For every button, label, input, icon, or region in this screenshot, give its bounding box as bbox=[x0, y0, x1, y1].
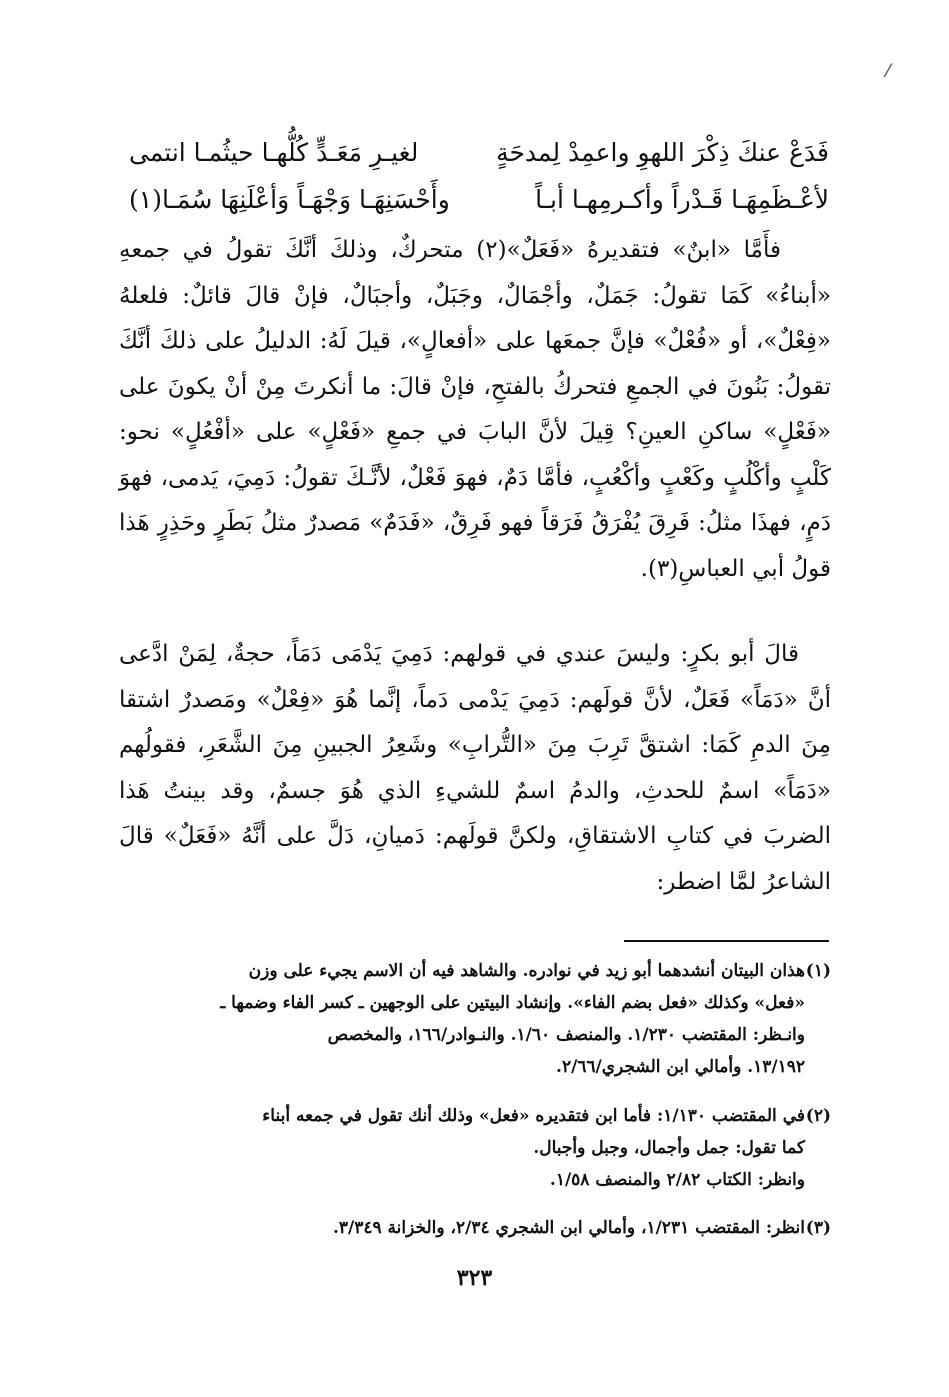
verse-line-2 bbox=[129, 180, 829, 220]
footnote-3-line-1: انظر: المقتضب ١/٢٣١، وأمالي ابن الشجري ٢/٣٤، والخزانة ٣/٣٤٩. bbox=[332, 1218, 805, 1238]
footnote-1-line-4: ١٣/١٩٢. وأمالي ابن الشجري/٢/٦٦. bbox=[556, 1057, 805, 1077]
verse-line-1 bbox=[129, 133, 829, 173]
footnote-2 bbox=[119, 1100, 831, 1196]
margin-mark: / bbox=[882, 59, 894, 82]
footnote-1-number: (١) bbox=[805, 961, 831, 981]
footnote-3 bbox=[119, 1212, 831, 1244]
footnote-2-number: (٢) bbox=[805, 1106, 831, 1126]
footnote-separator bbox=[624, 940, 829, 942]
footnote-1-line-3: وانـظر: المقتضب ١/٢٣٠. والمنصف ١/٦٠. والنـوادر/١٦٦، والمخصص bbox=[327, 1025, 805, 1045]
footnote-3-number: (٣) bbox=[805, 1218, 831, 1238]
verse-2-first-hemistich: لأعْـظَمِهَـا قَـدْراً وأكـرمِهـا أبـاً bbox=[535, 185, 829, 214]
verse-1-first-hemistich: فَدَعْ عنكَ ذِكْرَ اللهوِ واعمِدْ لِمدحَةٍ bbox=[496, 138, 829, 167]
page-number: ٣٢٣ bbox=[456, 1265, 493, 1291]
verse-2-second-hemistich: وأَحْسَنِهَـا وَجْهَـاً وَأعْلَنِهَا سُمَـا(١) bbox=[129, 185, 450, 214]
footnote-2-line-3: وانظر: الكتاب ٢/٨٢ والمنصف ١/٥٨. bbox=[549, 1170, 805, 1190]
paragraph-ibn-analysis: فأَمَّا «ابنٌ» فتقديرهُ «فَعَلٌ»(٢) متحركٌ، وذلكَ أنَّكَ تقولُ في جمعهِ «أبناءُ» كَمَا تقولُ: جَمَلٌ، وأجْمَالٌ، وجَبَلٌ، وأجبَالٌ، فإنْ قالَ قائلٌ: فلعلهُ «فِعْلٌ»، أو «فُعْلٌ» فإنَّ جمعَها على «أفعالٍ»، قيلَ لَهُ: الدليلُ على ذلكَ أنَّكَ تقولُ: بَنُونَ في الجمعِ فتحركُ بالفتحِ، فإنْ قالَ: ما أنكرتَ مِنْ أنْ يكونَ على «فَعْلٍ» ساكنِ العينِ؟ قِيلَ لأنَّ البابَ في جمعِ «فَعْلٍ» على «أفْعُلٍ» نحو: كَلْبٍ وأكْلُبٍ وكَعْبٍ وأكْعُبٍ، فأمَّا دَمٌ، فهوَ فَعْلٌ، لأنَّـكَ تقولُ: دَمِيَ، يَدمى، فهوَ دَمٍ، فهذَا مثلُ: فَرِقَ يُفْرَقُ فَرَقاً فهو فَرِقٌ، «فَدَمٌ» مَصدرٌ مثلُ بَطَرٍ وحَذِرٍ هَذا قولُ أبي العباسِ(٣). bbox=[119, 237, 831, 582]
footnote-1-line-1: هذان البيتان أنشدهما أبو زيد في نوادره. والشاهد فيه أن الاسم يجيء على وزن bbox=[248, 961, 805, 981]
paragraph-abu-bakr: قالَ أبو بكرٍ: وليسَ عندي في قولهم: دَمِيَ يَدْمَى دَمَاً، حجةٌ، لِمَنْ ادَّعى أنَّ «دَمَاً» فَعَلٌ، لأنَّ قولَهم: دَمِيَ يَدْمى دَماً، إنَّما هُوَ «فِعْلٌ» ومَصدرٌ اشتقا مِنَ الدمِ كَمَا: اشتقَّ تَرِبَ مِنَ «التُّرابِ» وشَعِرُ الجبينِ مِنَ الشَّعَرِ، فقولُهم «دَمَاً» اسمٌ للحدثِ، والدمُ اسمٌ للشيءِ الذي هُوَ جسمٌ، وقد بينتُ هَذا الضربَ في كتابِ الاشتقاقِ، ولكنَّ قولَهم: دَميانِ، دَلَّ على أنَّهُ «فَعَلٌ» قالَ الشاعرُ لمَّا اضطر: bbox=[119, 641, 831, 895]
footnote-2-line-1: في المقتضب ١/١٣٠: فأما ابن فتقديره «فعل» وذلك أنك تقول في جمعه أبناء bbox=[262, 1106, 805, 1126]
footnote-2-line-2: كما تقول: جمل وأجمال، وجبل وأجبال. bbox=[533, 1138, 805, 1158]
verse-1-second-hemistich: لغيـرِ مَعَـدٍّ كُلُّهـا حيثُمـا انتمى bbox=[129, 138, 419, 167]
footnote-1 bbox=[119, 955, 831, 1083]
footnote-1-line-2: «فعل» وكذلك «فعل بضم الفاء». وإنشاد البيتين على الوجهين ـ كسر الفاء وضمها ـ bbox=[220, 993, 805, 1013]
